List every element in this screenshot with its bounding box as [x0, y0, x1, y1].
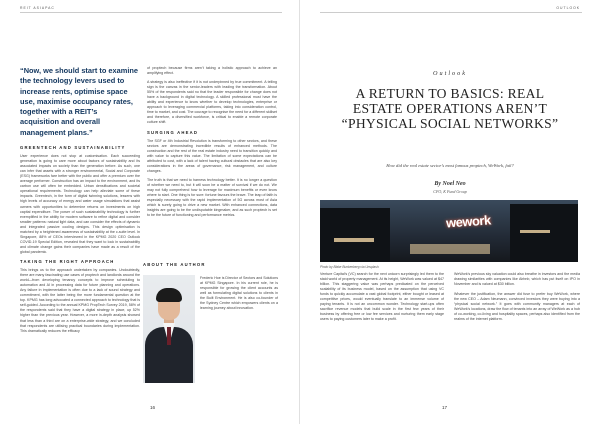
byline: By Noel Neo [434, 181, 466, 187]
byline-role: CFO, K Fund Group [433, 189, 467, 194]
author-photo [143, 275, 195, 383]
left-column [20, 142, 140, 338]
page-number: 17 [442, 405, 448, 410]
article-title: A RETURN TO BASICS: REAL ESTATE OPERATIONS AREN’T “PHYSICAL SOCIAL NETWORKS” [341, 86, 559, 132]
running-head: REIT ASIAPAC [20, 6, 55, 10]
col2-para-1: of proptech because firms aren’t taking a holistic approach to achieve an amplifying effect. [147, 66, 277, 76]
body-col-1: Venture Capital’s (VC) search for the next unicorn surprisingly led them to the staid world of property management. At its height, WeWork was valued at $47 billion. This staggering value was perhaps predicated on the perceived scalability of its business model, based on the assumption that using VC funds to quickly accumulate a vast global footprint, either bought or leased at competitive prices, would eventually translate to an immense volume of paying tenants. It is not an uncommon wonder. Technology start-ups often sacrifice revenue models that build scale in the first few years of their business by offering free or low fee services and nurturing them early stage users to paying customers later to make a profit. [320, 272, 444, 322]
section-text-greentech: User experience does not stop at customisation. Each succeeding generation is going to care more about factors of sustainability and its associated impacts on society than the generation before. As such, one can infer that assets with a stronger environmental, Social and Corporate (ESG) frameworks fare better with the public and offer a premium over the average performer. Construction has an impact to the environment, and its carbon use will often be embedded. Urban densifications and societal operational requirements. Technology can help alleviate some of these impacts. Greentech, in the form of digital twinning solutions, lessens with high levels of accuracy of energy and water usage simulations that assist owners with opportunities to determine returns on investments on high capital expenditure. The power of such sustainability technology is further exemplified in the ability for modern software to refine digital and consider smaller patterns: natural light data, and can consider the effects of dynamic and integrated passive cooling designs. This design optimisation is matched by a heightened awareness of sustainability at the c-suite level. In Singapore, 88% of CEOs interviewed in the KPMG 2020 CEO Outlook COVID-19 Special Edition, revealed that they want to lock in sustainability and climate change gains their companies have made as a result of the global pandemic. [20, 154, 140, 254]
section-heading-surging: SURGING AHEAD [147, 129, 199, 135]
pull-quote: “Now, we should start to examine the technology levers used to increase rents, optimise space use, maximise occupancy rates, together with a REIT’s acquisition and overall management plans.” [20, 66, 138, 137]
photo-caption: Photo by Blake Bunkenberg via Unsplash [320, 265, 379, 269]
section-text-approach: This brings us to the approach undertaken by companies. Undoubtedly, there are many fascinating use cases of proptech and landlords around the world—from developing tenancy concepts to improve scheduling to automation and AI in processing data for future planning and operations. Any failure in implementation is often due to a lack of sound strategy and commitment, with the latter being the more fundamental question at the top. KPMG has long advocated a connected approach to technology that is self-guided. According to the annual KPMG PropTech Survey 2019, 58% of the respondents said that they have a digital strategy in place, up 52% higher than the previous year. However, a more in-depth analysis showed that less than a third are on a enterprise-wide strategy, and we concluded that respondents are utilising practical boundaries during implementation. This dramatically reduces the efficacy [20, 268, 140, 333]
right-column [147, 66, 277, 222]
section-heading-approach: TAKING THE RIGHT APPROACH [20, 258, 115, 264]
article-dek: How did the real estate sector’s most famous proptech, WeWork, fail? [386, 163, 514, 168]
page-number: 16 [150, 405, 156, 410]
col2-para-2: A strategy is also ineffective if it is not underpinned by true commitment. A telling sign is the canvas in the senior-leaders with leading the transformation. About 55% of the respondents said no that the leader responsible for change does not have a background in digital technology. A skilled professional must have the ability and experience to know whether to develop technologies, enterprise or approach to leveraging commercial platforms, taking into consideration control, time to market, and cost. The courage to recognise the need for a different skillset and therefore, a diversified workforce, is critical to enable a remote corporate culture shift. [147, 80, 277, 125]
col2-para-4: The truth is that we need to harness technology better. It is no longer a question of whether we need to, but it will soon be a matter of survival if we do not. We may not fully comprehend how to leverage for maximum benefits or even know where to start. One thing is for sure: fortune favours the brave. The leap of faith is especially necessary with the rapid implementation of 5G across most of Asia which is surely going to drive a new market. With enhanced connections, data insights are going to be the undisputable kingmaker, and as such proptech is set to be the future of functioning and performance metrics. [147, 177, 277, 218]
hero-photo [320, 200, 578, 262]
header-rule [20, 12, 282, 13]
header-rule [320, 12, 582, 13]
section-kicker: Outlook [433, 70, 467, 77]
about-author-heading: ABOUT THE AUTHOR [143, 262, 206, 267]
right-page [300, 0, 600, 424]
running-head: OUTLOOK [556, 6, 580, 10]
wework-sign: wework [445, 212, 492, 231]
about-author-text: Frederic Hoe is Director of Sectors and Solutions at KPMG Singapore. In his current role, he is responsible for growing the client accounts as well as formulating digital solutions to clients in the Built Environment. He is also co-founder of the Sydney Centre which empowers clients on a learning journey about innovation. [200, 276, 278, 311]
col2-para-3: The SGF or 4th Industrial Revolution is transforming to other sectors, and these sectors are demonstrating incredible results of enhanced methods. The construction and the rest of the real estate industry need to transition quickly and with value to capture this value. The limitation of some expectations can be attributed to cost, with a lack of talent having cultural obstacles that are also key considerations in the areas of governance, risk management, and culture changes. [147, 138, 277, 173]
section-heading-greentech: GREENTECH AND SUSTAINABILITY [20, 145, 126, 150]
body-col-2: WeWork’s previous sky valuation could also breathe in investors and the media drawing similarities with companies like Airbnb, which has put itself on IPO in November and is valued at $30 billion. Whatever the justification, the answer did fuse to prefer buy WeWork, where the new CEO – Adam Neumann, convinced investors they were buying into a “physical social network.” It goes with community managers at each of WeWork’s locations, draw the flow of tenants into an array of WeWork as a hub of co-working, co-living and hospitality spaces, perhaps also identified from the realms of the internet platform. [454, 272, 580, 322]
